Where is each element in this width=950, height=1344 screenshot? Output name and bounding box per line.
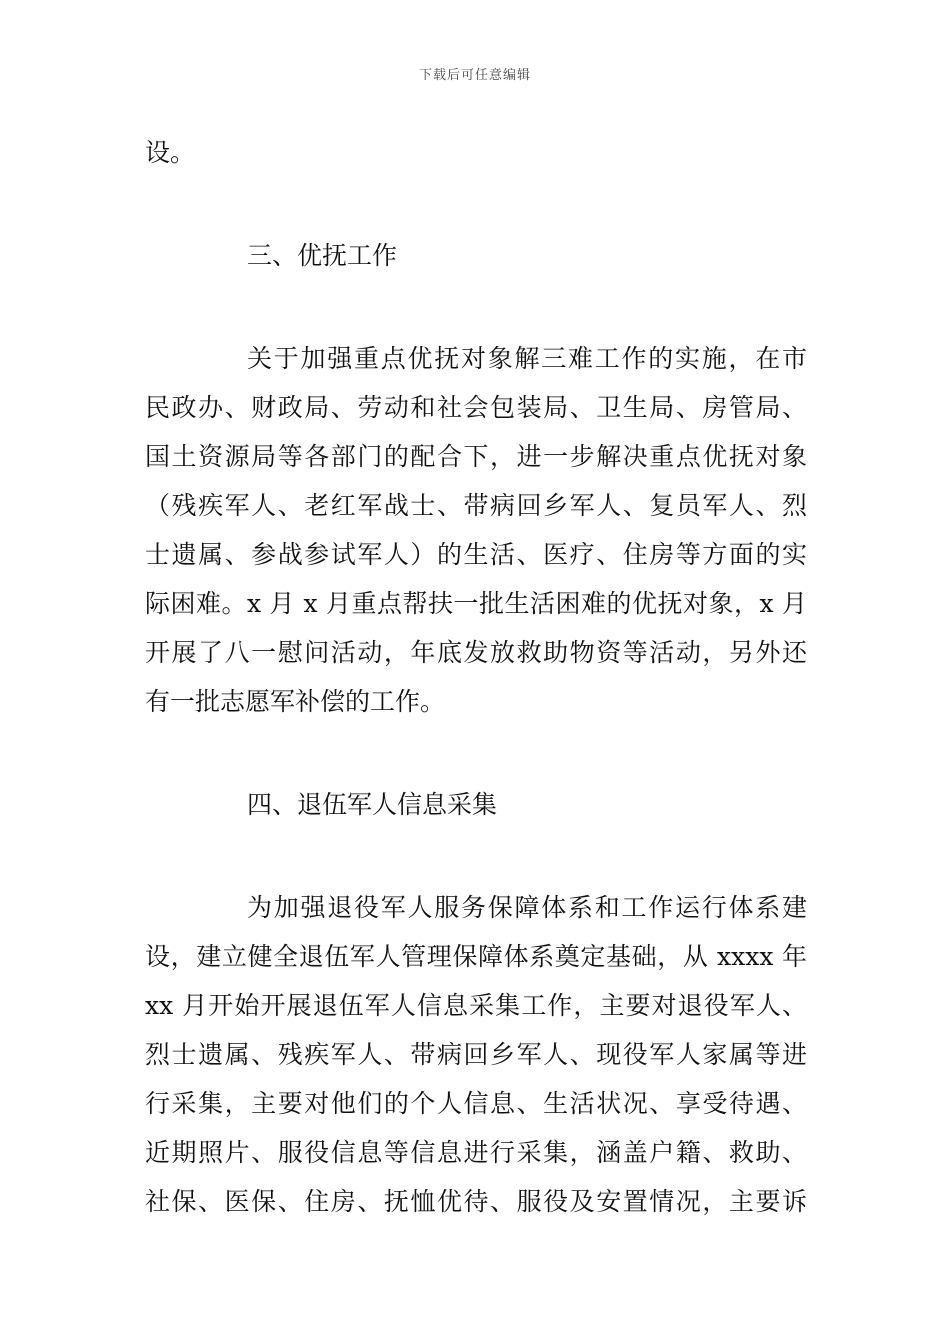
paragraph-line: 国土资源局等各部门的配合下，进一步解决重点优抚对象 [145, 442, 807, 471]
paragraph-line: 际困难。x 月 x 月重点帮扶一批生活困难的优抚对象，x 月 [145, 589, 807, 618]
spacer [145, 726, 807, 780]
section-heading-3: 三、优抚工作 [247, 241, 398, 270]
section-heading-4: 四、退伍军人信息采集 [247, 790, 498, 819]
paragraph-line: 有一批志愿军补偿的工作。 [145, 687, 446, 716]
document-body [145, 128, 807, 1226]
section-4-paragraph [145, 883, 807, 1226]
spacer [145, 829, 807, 883]
paragraph-line: 行采集，主要对他们的个人信息、生活状况、享受待遇、 [145, 1089, 807, 1118]
paragraph-line: 社保、医保、住房、抚恤优待、服役及安置情况，主要诉 [145, 1187, 807, 1216]
paragraph-line: 烈士遗属、残疾军人、带病回乡军人、现役军人家属等进 [145, 1040, 807, 1069]
paragraph-line: 关于加强重点优抚对象解三难工作的实施，在市 [247, 344, 807, 373]
page-header-note: 下载后可任意编辑 [418, 68, 531, 83]
paragraph-line: 民政办、财政局、劳动和社会包装局、卫生局、房管局、 [145, 393, 807, 422]
spacer [145, 177, 807, 231]
paragraph-line: 开展了八一慰问活动，年底发放救助物资等活动，另外还 [145, 638, 807, 667]
paragraph-line: （残疾军人、老红军战士、带病回乡军人、复员军人、烈 [145, 491, 807, 520]
paragraph-line: 近期照片、服役信息等信息进行采集，涵盖户籍、救助、 [145, 1138, 807, 1167]
paragraph-line: 士遗属、参战参试军人）的生活、医疗、住房等方面的实 [145, 540, 807, 569]
section-3-paragraph [145, 334, 807, 726]
top-fragment: 设。 [145, 138, 196, 167]
paragraph-line: 为加强退役军人服务保障体系和工作运行体系建 [247, 893, 807, 922]
spacer [145, 280, 807, 334]
paragraph-line: 设，建立健全退伍军人管理保障体系奠定基础，从 xxxx 年 [145, 942, 807, 971]
paragraph-line: xx 月开始开展退伍军人信息采集工作，主要对退役军人、 [145, 991, 807, 1020]
